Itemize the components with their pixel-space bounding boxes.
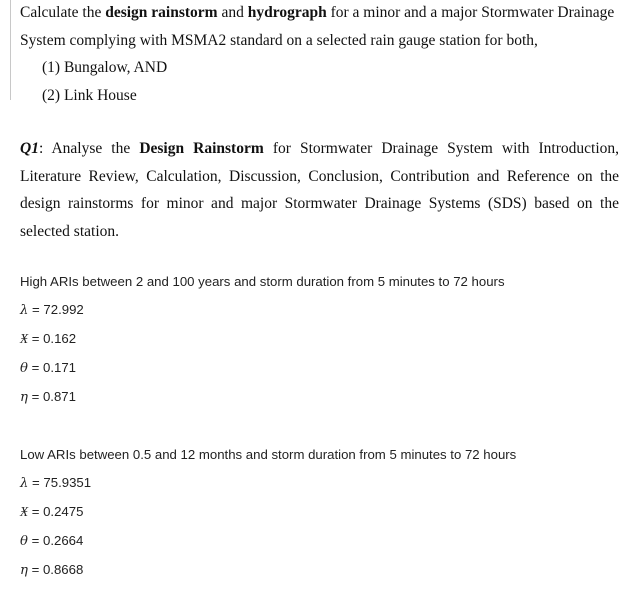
page-margin-line	[10, 0, 11, 100]
low-theta-value: = 0.2664	[31, 533, 84, 548]
high-theta-row	[20, 360, 76, 376]
low-kappa-row	[20, 504, 83, 520]
intro-line-1: Calculate the design rainstorm and hydrograph for a minor and a major Stormwater Drainage	[20, 4, 615, 21]
high-eta-row	[20, 389, 76, 405]
q1-line-2: Literature Review, Calculation, Discussion, Conclusion, Contribution and Reference on the	[20, 168, 619, 185]
eta-symbol: η	[20, 390, 28, 405]
kappa-symbol: Ӿ	[20, 505, 29, 520]
intro-line-2: System complying with MSMA2 standard on a selected rain gauge station for both,	[20, 32, 538, 49]
high-lambda-value: = 72.992	[32, 302, 84, 317]
low-eta-value: = 0.8668	[31, 562, 84, 577]
list-item-link-house: (2) Link House	[42, 87, 137, 104]
q1-line-4: selected station.	[20, 223, 119, 240]
theta-symbol: θ	[20, 534, 28, 549]
high-kappa-row	[20, 331, 76, 347]
low-theta-row	[20, 533, 83, 549]
eta-symbol: η	[20, 563, 28, 578]
q1-line-1: Q1: Analyse the Design Rainstorm for Stormwater Drainage System with Introduction,	[20, 140, 620, 157]
low-lambda-value: = 75.9351	[32, 475, 92, 490]
lambda-symbol: λ	[20, 476, 29, 491]
high-kappa-value: = 0.162	[31, 331, 77, 346]
low-aris-heading: Low ARIs between 0.5 and 12 months and storm duration from 5 minutes to 72 hours	[20, 447, 517, 462]
q1-line-3: design rainstorms for minor and major Stormwater Drainage Systems (SDS) based on the	[20, 195, 619, 212]
theta-symbol: θ	[20, 361, 28, 376]
high-aris-heading: High ARIs between 2 and 100 years and storm duration from 5 minutes to 72 hours	[20, 274, 505, 289]
low-kappa-value: = 0.2475	[31, 504, 84, 519]
low-eta-row	[20, 562, 83, 578]
kappa-symbol: Ӿ	[20, 332, 29, 347]
high-eta-value: = 0.871	[31, 389, 76, 404]
low-lambda-row	[20, 475, 91, 491]
high-lambda-row	[20, 302, 84, 318]
list-item-bungalow: (1) Bungalow, AND	[42, 59, 168, 76]
high-theta-value: = 0.171	[31, 360, 76, 375]
lambda-symbol: λ	[20, 303, 29, 318]
